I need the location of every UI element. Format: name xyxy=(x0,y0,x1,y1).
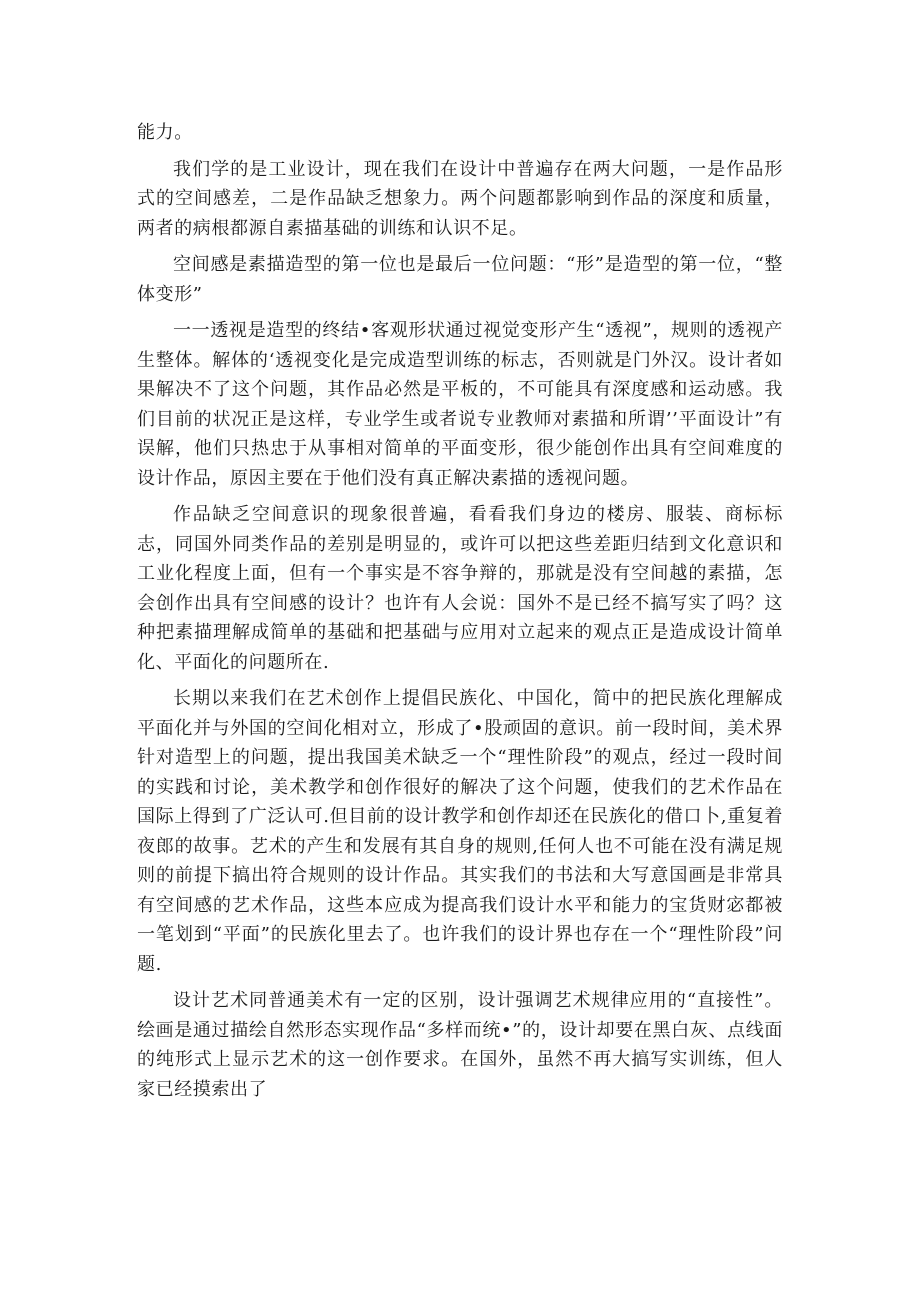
document-body xyxy=(137,118,783,1111)
paragraph-design-vs-art: 设计艺术同普通美术有一定的区别，设计强调艺术规律应用的“直接性”。绘画是通过描绘自然形态实现作品“多样而统•”的，设计却要在黑白灰、点线面的纯形式上显示艺术的这一创作要求。在国外，虽然不再大搞写实训练，但人家已经摸索出了 xyxy=(137,990,783,1100)
paragraph-perspective: 一一透视是造型的终结•客观形状通过视觉变形产生“透视”，规则的透视产生整体。解体的‘透视变化是完成造型训练的标志，否则就是门外汉。设计者如果解决不了这个问题，其作品必然是平板的，不可能具有深度感和运动感。我们目前的状况正是这样，专业学生或者说专业教师对素描和所谓’’平面设计”有误解，他们只热忠于从事相对简单的平面变形，很少能创作出具有空间难度的设计作品，原因主要在于他们没有真正解决素描的透视问题。 xyxy=(137,320,783,489)
paragraph-nationalization: 长期以来我们在艺术创作上提倡民族化、中国化，简中的把民族化理解成平面化并与外国的空间化相对立，形成了•股顽固的意识。前一段时间，美术界针对造型上的问题，提出我国美术缺乏一个“理性阶段”的观点，经过一段时间的实践和讨论，美术教学和创作很好的解决了这个问题，使我们的艺术作品在国际上得到了广泛认可.但目前的设计教学和创作却还在民族化的借口卜,重复着夜郎的故事。艺术的产生和发展有其自身的规则,任何人也不可能在没有满足规则的前提下搞出符合规则的设计作品。其实我们的书法和大写意国画是非常具有空间感的艺术作品，这些本应成为提高我们设计水平和能力的宝货财宓都被一笔划到“平面”的民族化里去了。也许我们的设计界也存在一个“理性阶段”问题. xyxy=(137,688,783,975)
paragraph-sense-of-space: 空间感是素描造型的第一位也是最后一位问题：“形”是造型的第一位，“整体变形” xyxy=(137,254,783,305)
paragraph-spatial-awareness: 作品缺乏空间意识的现象很普遍，看看我们身边的楼房、服装、商标标志，同国外同类作品的差别是明显的，或许可以把这些差距归结到文化意识和工业化程度上面，但有一个事实是不容争辩的，那就是没有空间越的素描，怎会创作出具有空间感的设计？也许有人会说：国外不是已经不搞写实了吗？这种把素描理解成简单的基础和把基础与应用对立起来的观点正是造成设计简单化、平面化的问题所在. xyxy=(137,504,783,673)
paragraph-industrial-design-problems: 我们学的是工业设计，现在我们在设计中普遍存在两大问题，一是作品形式的空间感差，二是作品缺乏想象力。两个问题都影响到作品的深度和质量，两者的病根都源自素描基础的训练和认识不足。 xyxy=(137,158,783,239)
paragraph-continuation: 能力。 xyxy=(137,122,193,143)
